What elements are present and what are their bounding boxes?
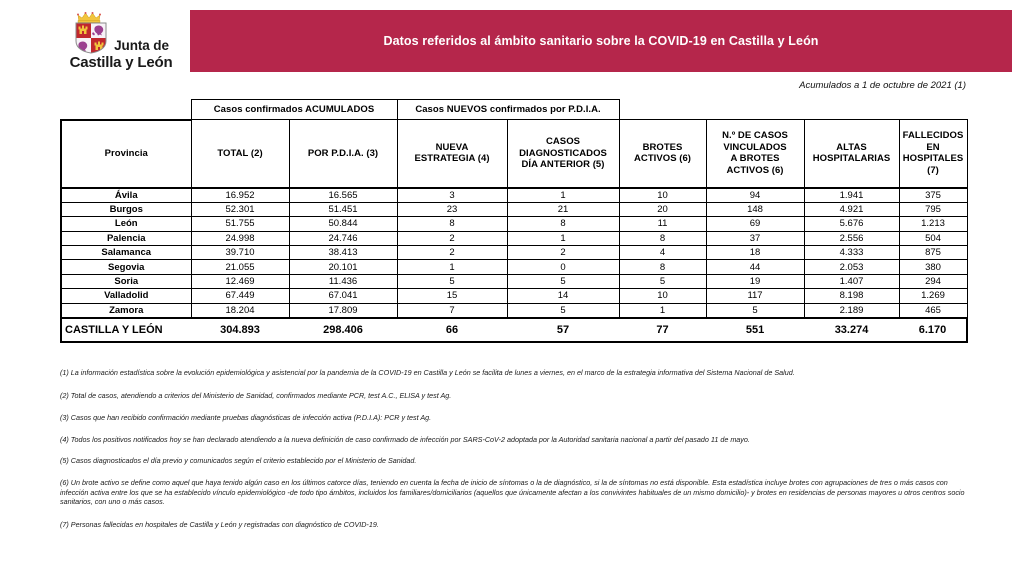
footnote-4: (4) Todos los positivos notificados hoy se han declarado atendiendo a la nueva definición de caso confirmado de infección por SARS-CoV-2 adoptada por la Autoridad sanitaria nacional a partir del pasado 11 de mayo. (60, 434, 750, 444)
table-group-header-row (61, 100, 967, 120)
cell-vinculados: 19 (706, 274, 804, 288)
page-title: Datos referidos al ámbito sanitario sobre la COVID-19 en Castilla y León (383, 34, 819, 48)
cell-total: 52.301 (191, 202, 289, 216)
cell-por-pdia: 38.413 (289, 246, 397, 260)
total-cell-brotes: 77 (619, 318, 706, 342)
cell-por-pdia: 24.746 (289, 231, 397, 245)
cell-total: 39.710 (191, 246, 289, 260)
total-cell-total: 304.893 (191, 318, 289, 342)
cell-altas: 4.333 (804, 246, 899, 260)
cell-brotes: 8 (619, 260, 706, 274)
column-header-brotes-line2: ACTIVOS (6) (634, 153, 692, 165)
total-cell-altas: 33.274 (804, 318, 899, 342)
cell-altas: 4.921 (804, 202, 899, 216)
page-header (0, 0, 1024, 80)
cell-fallecidos: 504 (899, 231, 967, 245)
cell-provincia: Valladolid (61, 289, 191, 303)
total-cell-por-pdia: 298.406 (289, 318, 397, 342)
logo-line-2: Castilla y León (69, 54, 173, 71)
footnote-6: (6) Un brote activo se define como aquel que haya tenido algún caso en los últimos catorce días, teniendo en cuenta la fecha de inicio de síntomas o la de diagnóstico, si la de síntomas no está disponible. Esta estadística incluye brotes con agrupaciones de tres o más casos con infección activa entre los que se ha establecido vínculo epidemiológico -de todo tipo ámbitos, incluidos los familiares/domiciliarios (aquellos que únicamente afectan a los convivintes habituales de un mismo domicilio)- y brotes en residencias de personas mayores u otros centros socio sanitarios, con uno o más casos. (60, 477, 965, 507)
table-row (61, 246, 967, 260)
cell-fallecidos: 875 (899, 246, 967, 260)
cell-por-pdia: 67.041 (289, 289, 397, 303)
column-header-fallecidos (899, 120, 967, 188)
column-header-fallecidos-line1: FALLECIDOS (902, 130, 964, 142)
cell-brotes: 20 (619, 202, 706, 216)
table-total-row (61, 318, 967, 342)
cell-vinculados: 69 (706, 217, 804, 231)
cell-fallecidos: 1.213 (899, 217, 967, 231)
cell-vinculados: 148 (706, 202, 804, 216)
footnote-1: (1) La información estadística sobre la evolución epidemiológica y asistencial por la pandemia de la COVID-19 en Castilla y León se facilita de lunes a viernes, en el marco de la estrategia informativa del Sistema Nacional de Salud. (60, 368, 795, 377)
cell-diagnosticados: 8 (507, 217, 619, 231)
column-header-altas-line2: HOSPITALARIAS (812, 153, 891, 165)
column-header-fallecidos-line2: EN (926, 141, 940, 153)
footnote-3: (3) Casos que han recibido confirmación mediante pruebas diagnósticas de infección activa (P.D.I.A): PCR y test Ag. (60, 413, 432, 423)
cell-diagnosticados: 0 (507, 260, 619, 274)
cell-por-pdia: 16.565 (289, 188, 397, 203)
table-row (61, 274, 967, 288)
cell-por-pdia: 17.809 (289, 303, 397, 318)
cell-altas: 1.941 (804, 188, 899, 203)
cell-por-pdia: 50.844 (289, 217, 397, 231)
total-cell-vinculados: 551 (706, 318, 804, 342)
coat-of-arms-icon (73, 12, 109, 54)
column-header-diagnosticados (507, 120, 619, 188)
cell-brotes: 10 (619, 188, 706, 203)
cell-provincia: Ávila (61, 188, 191, 203)
cell-nueva-estrategia: 15 (397, 289, 507, 303)
covid-data-table (60, 99, 968, 343)
cell-provincia: Salamanca (61, 246, 191, 260)
title-banner (190, 10, 1012, 72)
cell-total: 18.204 (191, 303, 289, 318)
cell-total: 21.055 (191, 260, 289, 274)
group-header-spacer-brotes (619, 100, 706, 120)
column-header-vinculados (706, 120, 804, 188)
column-header-fallecidos-line3: HOSPITALES (902, 153, 964, 165)
group-header-spacer-vinculados (706, 100, 804, 120)
column-header-vinculados-line2: VINCULADOS (723, 141, 787, 153)
table-body (61, 188, 967, 343)
cell-brotes: 1 (619, 303, 706, 318)
cell-diagnosticados: 2 (507, 246, 619, 260)
cell-diagnosticados: 5 (507, 303, 619, 318)
footnote-2: (2) Total de casos, atendiendo a criterios del Ministerio de Sanidad, confirmados mediante PCR, test A.C., ELISA y test Ag. (60, 390, 452, 400)
cell-total: 12.469 (191, 274, 289, 288)
cell-altas: 2.053 (804, 260, 899, 274)
cell-provincia: Burgos (61, 202, 191, 216)
cell-diagnosticados: 14 (507, 289, 619, 303)
table-row (61, 231, 967, 245)
cell-fallecidos: 1.269 (899, 289, 967, 303)
column-header-por-pdia: POR P.D.I.A. (3) (289, 120, 397, 188)
cell-altas: 5.676 (804, 217, 899, 231)
cell-diagnosticados: 21 (507, 202, 619, 216)
cell-altas: 2.556 (804, 231, 899, 245)
cell-altas: 1.407 (804, 274, 899, 288)
cell-nueva-estrategia: 5 (397, 274, 507, 288)
cell-vinculados: 117 (706, 289, 804, 303)
column-header-vinculados-line3: A BROTES (730, 153, 780, 165)
group-header-nuevos: Casos NUEVOS confirmados por P.D.I.A. (397, 100, 619, 120)
table-row (61, 188, 967, 203)
column-header-altas (804, 120, 899, 188)
cell-brotes: 4 (619, 246, 706, 260)
column-header-brotes-line1: BROTES (642, 141, 683, 153)
cell-por-pdia: 11.436 (289, 274, 397, 288)
cell-diagnosticados: 1 (507, 188, 619, 203)
cell-provincia: Segovia (61, 260, 191, 274)
group-header-blank (61, 100, 191, 120)
cell-vinculados: 5 (706, 303, 804, 318)
cell-provincia: Palencia (61, 231, 191, 245)
table-row (61, 217, 967, 231)
column-header-brotes-activos (619, 120, 706, 188)
logo-row (73, 12, 169, 54)
covid-data-table-container (60, 99, 966, 343)
column-header-total: TOTAL (2) (191, 120, 289, 188)
column-header-diagnosticados-line1: CASOS (545, 136, 581, 147)
total-cell-nueva-estrategia: 66 (397, 318, 507, 342)
cell-brotes: 11 (619, 217, 706, 231)
table-row (61, 202, 967, 216)
table-row (61, 260, 967, 274)
cell-total: 24.998 (191, 231, 289, 245)
cell-provincia: Soria (61, 274, 191, 288)
cell-total: 51.755 (191, 217, 289, 231)
cell-brotes: 5 (619, 274, 706, 288)
cell-provincia: Zamora (61, 303, 191, 318)
column-header-provincia: Provincia (61, 120, 191, 188)
cell-nueva-estrategia: 23 (397, 202, 507, 216)
cell-diagnosticados: 5 (507, 274, 619, 288)
cell-por-pdia: 20.101 (289, 260, 397, 274)
cell-vinculados: 18 (706, 246, 804, 260)
cell-provincia: León (61, 217, 191, 231)
column-header-nueva-estrategia-line1: NUEVA (435, 141, 469, 153)
junta-logo (58, 12, 184, 72)
total-cell-diagnosticados: 57 (507, 318, 619, 342)
cell-altas: 8.198 (804, 289, 899, 303)
column-header-vinculados-line4: ACTIVOS (6) (726, 164, 784, 176)
column-header-fallecidos-line4: (7) (927, 164, 939, 176)
cell-fallecidos: 465 (899, 303, 967, 318)
group-header-spacer-altas (804, 100, 899, 120)
column-header-altas-line1: ALTAS (836, 141, 867, 153)
cell-nueva-estrategia: 2 (397, 231, 507, 245)
cell-vinculados: 37 (706, 231, 804, 245)
cell-nueva-estrategia: 3 (397, 188, 507, 203)
column-header-nueva-estrategia-line2: ESTRATEGIA (4) (414, 153, 490, 165)
column-header-diagnosticados-line2: DIAGNOSTICADOS (519, 147, 607, 159)
table-column-header-row (61, 120, 967, 188)
cell-altas: 2.189 (804, 303, 899, 318)
footnote-7: (7) Personas fallecidas en hospitales de Castilla y León y registradas con diagnóstico de COVID-19. (60, 519, 379, 529)
total-cell-provincia: CASTILLA Y LEÓN (61, 318, 191, 342)
cell-fallecidos: 294 (899, 274, 967, 288)
group-header-spacer-fallecidos (899, 100, 967, 120)
accumulated-date-note: Acumulados a 1 de octubre de 2021 (1) (799, 80, 966, 91)
cell-nueva-estrategia: 8 (397, 217, 507, 231)
cell-fallecidos: 375 (899, 188, 967, 203)
cell-diagnosticados: 1 (507, 231, 619, 245)
table-row (61, 303, 967, 318)
table-row (61, 289, 967, 303)
logo-line-1: Junta de (114, 38, 169, 53)
footnotes (60, 368, 970, 542)
cell-nueva-estrategia: 7 (397, 303, 507, 318)
cell-vinculados: 94 (706, 188, 804, 203)
cell-nueva-estrategia: 1 (397, 260, 507, 274)
cell-brotes: 8 (619, 231, 706, 245)
cell-nueva-estrategia: 2 (397, 246, 507, 260)
group-header-acumulados: Casos confirmados ACUMULADOS (191, 100, 397, 120)
cell-total: 67.449 (191, 289, 289, 303)
footnote-5: (5) Casos diagnosticados el día previo y comunicados según el criterio establecido por el Ministerio de Sanidad. (60, 456, 417, 466)
cell-vinculados: 44 (706, 260, 804, 274)
total-cell-fallecidos: 6.170 (899, 318, 967, 342)
column-header-diagnosticados-line3: DÍA ANTERIOR (5) (521, 159, 605, 170)
column-header-vinculados-line1: N.º DE CASOS (722, 130, 788, 142)
cell-fallecidos: 380 (899, 260, 967, 274)
cell-fallecidos: 795 (899, 202, 967, 216)
cell-total: 16.952 (191, 188, 289, 203)
cell-por-pdia: 51.451 (289, 202, 397, 216)
cell-brotes: 10 (619, 289, 706, 303)
column-header-nueva-estrategia (397, 120, 507, 188)
